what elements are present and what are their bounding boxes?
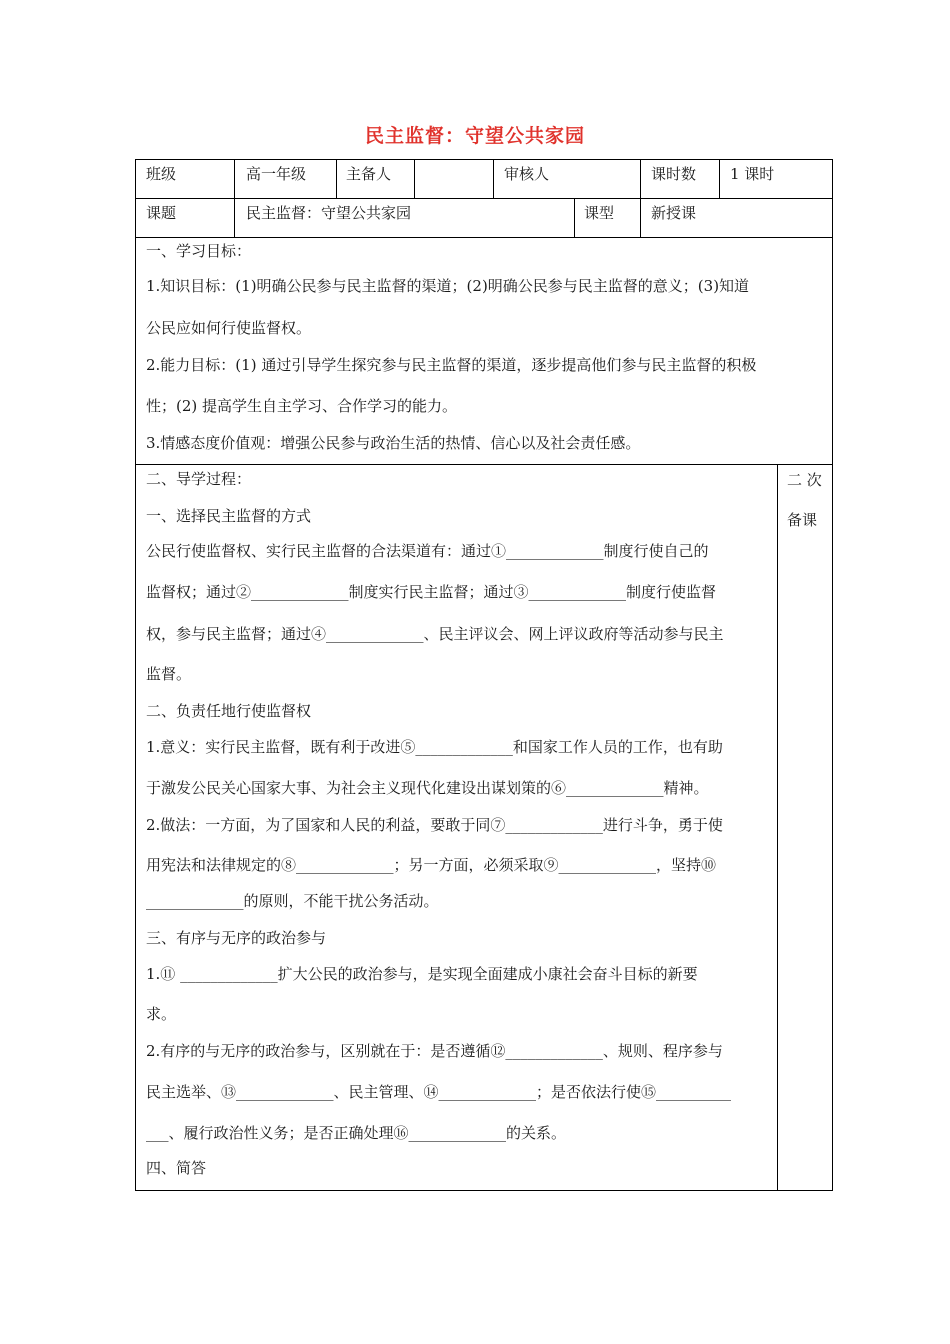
col-divider (493, 159, 494, 199)
class-value: 高一年级 (246, 165, 307, 183)
lesson-plan-table (135, 159, 833, 1191)
preparer-label: 主备人 (346, 165, 392, 183)
section-heading: 四、简答 (146, 1159, 207, 1177)
process-line: 于激发公民关心国家大事、为社会主义现代化建设出谋划策的⑥_____________精神。 (146, 779, 709, 797)
objective-line: 性；(2) 提高学生自主学习、合作学习的能力。 (146, 397, 458, 415)
process-line: 求。 (146, 1005, 177, 1023)
process-line: 2.做法：一方面，为了国家和人民的利益，要敢于同⑦_____________进行斗争，勇于使 (146, 816, 723, 834)
row-divider-2 (135, 237, 833, 238)
row-divider-1 (135, 198, 833, 199)
hours-value: 1 课时 (730, 165, 775, 183)
process-line: ___、履行政治性义务；是否正确处理⑯_____________的关系。 (146, 1124, 567, 1142)
objective-line: 2.能力目标：(1) 通过引导学生探究参与民主监督的渠道，逐步提高他们参与民主监督的积极 (146, 356, 757, 374)
row-divider-3 (135, 464, 833, 465)
type-value: 新授课 (651, 204, 697, 222)
col-divider (640, 159, 641, 238)
objective-line: 3.情感态度价值观：增强公民参与政治生活的热情、信心以及社会责任感。 (146, 434, 641, 452)
process-line: 监督权；通过②_____________制度实行民主监督；通过③_____________制度行使监督 (146, 583, 717, 601)
process-line: 1.⑪ _____________扩大公民的政治参与，是实现全面建成小康社会奋斗目标的新要 (146, 965, 698, 983)
col-divider (414, 159, 415, 199)
page-title: 民主监督：守望公共家园 (364, 125, 585, 147)
process-line: 权，参与民主监督；通过④_____________、民主评议会、网上评议政府等活动参与民主 (146, 625, 724, 643)
col-divider (336, 159, 337, 199)
hours-label: 课时数 (651, 165, 697, 183)
objective-line: 1.知识目标：(1)明确公民参与民主监督的渠道；(2)明确公民参与民主监督的意义；(3)知道 (146, 277, 750, 295)
reviewer-label: 审核人 (504, 165, 550, 183)
side-note: 备课 (787, 511, 818, 529)
section-heading: 二、负责任地行使监督权 (146, 702, 312, 720)
objective-line: 公民应如何行使监督权。 (146, 319, 312, 337)
process-line: 民主选举、⑬_____________、民主管理、⑭_____________；是否依法行使⑮__________ (146, 1083, 732, 1101)
class-label: 班级 (146, 165, 177, 183)
objectives-heading: 一、学习目标： (146, 242, 252, 260)
col-divider (719, 159, 720, 199)
col-divider-label (234, 159, 235, 238)
process-line: 监督。 (146, 665, 192, 683)
side-column-divider (777, 464, 778, 1191)
process-heading: 二、导学过程： (146, 470, 252, 488)
process-line: 用宪法和法律规定的⑧_____________；另一方面，必须采取⑨_____________，坚持⑩ (146, 856, 717, 874)
process-line: 1.意义：实行民主监督，既有利于改进⑤_____________和国家工作人员的工作，也有助 (146, 738, 723, 756)
topic-value: 民主监督：守望公共家园 (246, 204, 412, 222)
process-line: 2.有序的与无序的政治参与，区别就在于：是否遵循⑫_____________、规则、程序参与 (146, 1042, 723, 1060)
type-label: 课型 (584, 204, 615, 222)
section-heading: 三、有序与无序的政治参与 (146, 929, 327, 947)
col-divider (574, 198, 575, 238)
process-line: 公民行使监督权、实行民主监督的合法渠道有：通过①_____________制度行使自己的 (146, 542, 709, 560)
topic-label: 课题 (146, 204, 177, 222)
process-line: _____________的原则，不能干扰公务活动。 (146, 892, 439, 910)
section-heading: 一、选择民主监督的方式 (146, 507, 312, 525)
side-note: 二 次 (787, 471, 822, 489)
